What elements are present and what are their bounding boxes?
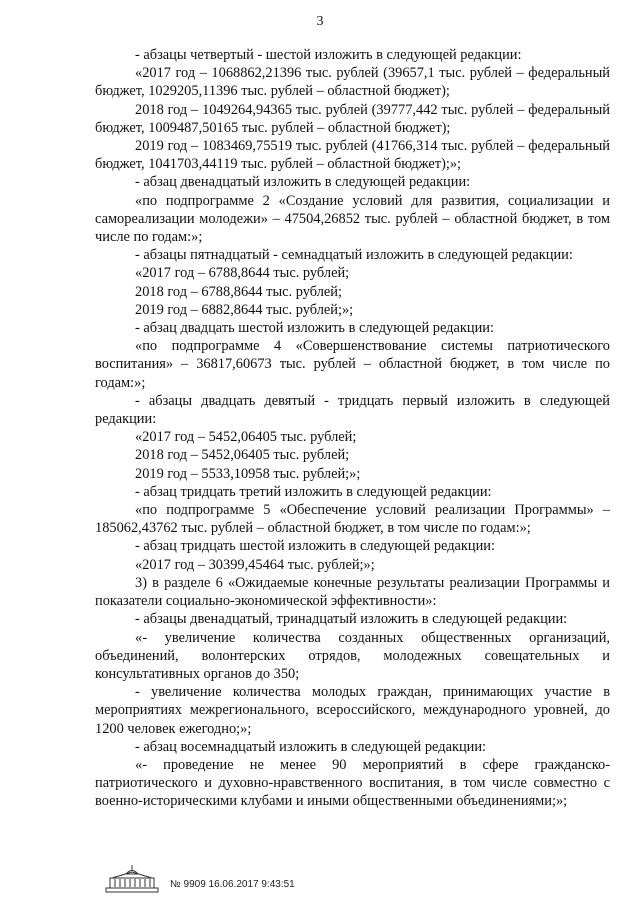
paragraph: 2019 год – 6882,8644 тыс. рублей;»;	[135, 301, 354, 318]
paragraph: «2017 год – 1068862,21396 тыс. рублей (39657,1 тыс. рублей – федеральный бюджет, 1029205,11396 тыс. рублей – областной бюджет);	[95, 65, 610, 100]
paragraph: - увеличение количества молодых граждан, принимающих участие в мероприятиях межрегионального, всероссийского, международного уровней, до 1200 человек ежегодно;»;	[95, 684, 610, 737]
paragraph: 2018 год – 5452,06405 тыс. рублей;	[135, 447, 350, 464]
paragraph: - абзац двадцать шестой изложить в следующей редакции:	[135, 320, 494, 337]
paragraph: 2018 год – 1049264,94365 тыс. рублей (39777,442 тыс. рублей – федеральный бюджет, 1009487,50165 тыс. рублей – областной бюджет);	[95, 101, 610, 136]
paragraph: - абзацы четвертый - шестой изложить в следующей редакции:	[135, 47, 522, 63]
paragraph: - абзацы пятнадцатый - семнадцатый изложить в следующей редакции:	[135, 247, 573, 264]
paragraph: «2017 год – 6788,8644 тыс. рублей;	[135, 265, 350, 282]
paragraph: «- увеличение количества созданных общественных организаций, объединений, волонтерских отрядов, молодежных совещательных и консультативных органов до 350;	[95, 629, 610, 682]
registration-stamp: № 9909 16.06.2017 9:43:51	[170, 879, 295, 890]
paragraph: «по подпрограмме 2 «Создание условий для развития, социализации и самореализации молодежи» – 47504,26852 тыс. рублей – областной бюджет, в том числе по годам:»;	[95, 192, 610, 246]
paragraph: «2017 год – 30399,45464 тыс. рублей;»;	[135, 556, 375, 573]
paragraph: - абзац тридцать шестой изложить в следующей редакции:	[135, 538, 496, 555]
paragraph: - абзац тридцать третий изложить в следующей редакции:	[135, 483, 492, 500]
building-stamp-icon	[102, 864, 162, 894]
paragraph: 2018 год – 6788,8644 тыс. рублей;	[135, 283, 342, 300]
paragraph: - абзацы двадцать девятый - тридцать первый изложить в следующей редакции:	[95, 392, 610, 428]
page-number: 3	[316, 14, 324, 29]
paragraph: «по подпрограмме 4 «Совершенствование системы патриотического воспитания» – 36817,60673 тыс. рублей – областной бюджет, в том числе по годам:»;	[95, 338, 610, 391]
paragraph: - абзац двенадцатый изложить в следующей редакции:	[135, 174, 471, 191]
paragraph: 3) в разделе 6 «Ожидаемые конечные результаты реализации Программы и показатели социально-экономической эффективности»:	[95, 574, 610, 610]
paragraph: - абзац восемнадцатый изложить в следующей редакции:	[135, 738, 487, 755]
paragraph: «- проведение не менее 90 мероприятий в сфере гражданско-патриотического и духовно-нравственного воспитания, в том числе совместно с военно-историческими клубами и иными общественными объединениями;»;	[95, 756, 610, 810]
paragraph: 2019 год – 5533,10958 тыс. рублей;»;	[135, 465, 361, 482]
paragraph: - абзацы двенадцатый, тринадцатый изложить в следующей редакции:	[135, 611, 568, 628]
document-body	[95, 46, 610, 811]
footer	[102, 862, 295, 894]
paragraph: «2017 год – 5452,06405 тыс. рублей;	[135, 429, 357, 446]
paragraph: «по подпрограмме 5 «Обеспечение условий реализации Программы» – 185062,43762 тыс. рублей – областной бюджет, в том числе по годам:»;	[95, 502, 610, 537]
paragraph: 2019 год – 1083469,75519 тыс. рублей (41766,314 тыс. рублей – федеральный бюджет, 1041703,44119 тыс. рублей – областной бюджет);»;	[95, 138, 610, 173]
